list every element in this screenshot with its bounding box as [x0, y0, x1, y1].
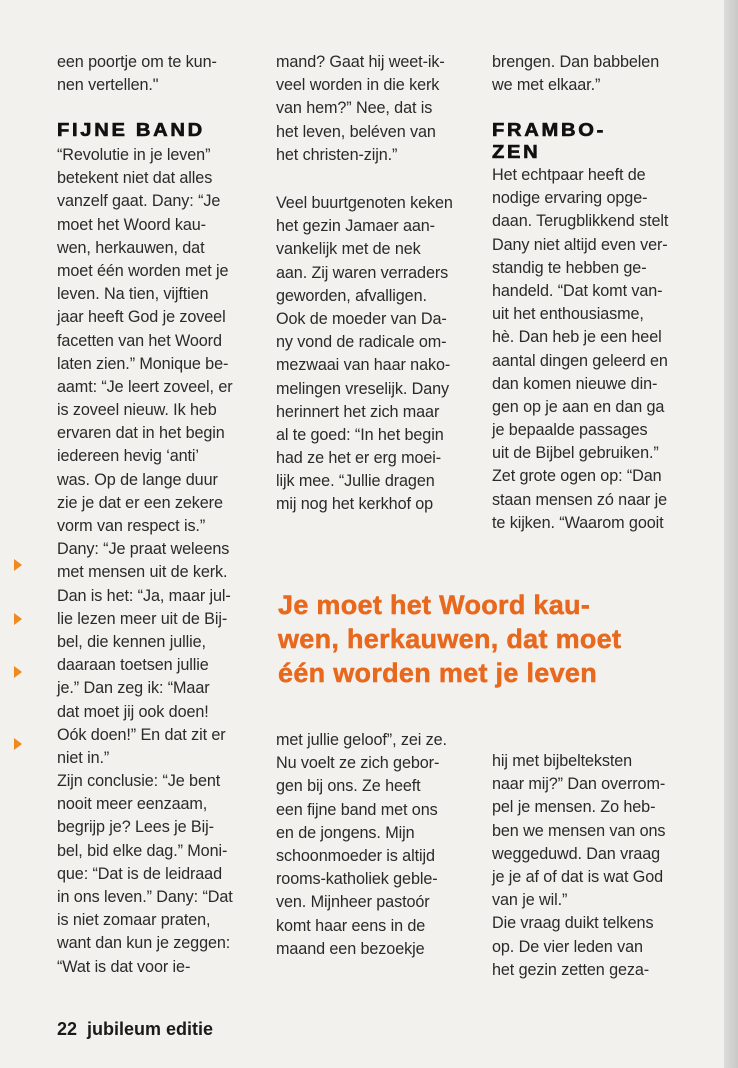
- text-line: handeld. “Dat komt van-: [492, 281, 663, 300]
- text-line: op. De vier leden van: [492, 937, 643, 956]
- text-line: daan. Terugblikkend stelt: [492, 212, 669, 231]
- text-line: melingen vreselijk. Dany: [276, 379, 450, 398]
- text-line: vankelijk met de nek: [276, 240, 421, 259]
- arrow-marker-icon: [14, 666, 22, 678]
- column-2-bottom: [276, 729, 491, 961]
- text-line: herinnert het zich maar: [276, 402, 440, 421]
- column-2-top: [276, 51, 491, 167]
- text-line: het christen-zijn.”: [276, 145, 398, 164]
- text-line: facetten van het Woord: [57, 331, 222, 350]
- text-line: want dan kun je zeggen:: [57, 934, 231, 953]
- text-line: veel worden in die kerk: [276, 76, 440, 95]
- subheading-line: FRAMBO-: [492, 120, 607, 140]
- text-line: gen op je aan en dan ga: [492, 397, 665, 416]
- text-line: een fijne band met ons: [276, 800, 438, 819]
- text-line: que: “Dat is de leidraad: [57, 864, 222, 883]
- text-line: Zet grote ogen op: “Dan: [492, 467, 662, 486]
- text-line: Ook de moeder van Da-: [276, 309, 447, 328]
- text-line: Die vraag duikt telkens: [492, 914, 654, 933]
- text-line: is zoveel nieuw. Ik heb: [57, 401, 217, 420]
- text-line: van hem?” Nee, dat is: [276, 99, 433, 118]
- text-line: aantal dingen geleerd en: [492, 351, 668, 370]
- text-line: betekent niet dat alles: [57, 169, 213, 188]
- text-line: Het echtpaar heeft de: [492, 166, 646, 184]
- text-line: van je wil.”: [492, 891, 568, 910]
- text-line: Veel buurtgenoten keken: [276, 194, 453, 212]
- text-line: begrijp je? Lees je Bij-: [57, 818, 214, 837]
- column-3-bottom: [492, 750, 707, 982]
- column-2-paragraph: [276, 192, 491, 517]
- text-line: wen, herkauwen, dat: [57, 238, 205, 257]
- text-line: gen bij ons. Ze heeft: [276, 777, 421, 796]
- text-line: mand? Gaat hij weet-ik-: [276, 53, 445, 71]
- text-line: we met elkaar.”: [492, 76, 601, 95]
- text-line: ervaren dat in het begin: [57, 424, 225, 443]
- text-line: ven. Mijnheer pastoór: [276, 893, 430, 912]
- text-line: pel je mensen. Zo heb-: [492, 798, 656, 817]
- text-line: Zijn conclusie: “Je bent: [57, 772, 221, 791]
- text-line: dan komen nieuwe din-: [492, 374, 658, 393]
- pull-quote-line: Je moet het Woord kau-: [278, 590, 591, 620]
- text-line: jaar heeft God je zoveel: [57, 308, 226, 327]
- text-line: uit het enthousiasme,: [492, 305, 644, 324]
- text-line: al te goed: “In het begin: [276, 425, 444, 444]
- text-line: ben we mensen van ons: [492, 821, 666, 840]
- text-line: Dany niet altijd even ver-: [492, 235, 668, 254]
- text-line: vorm van respect is.”: [57, 517, 206, 535]
- text-line: nen vertellen.": [57, 76, 159, 95]
- text-line: laten zien.” Monique be-: [57, 354, 229, 373]
- text-line: met mensen uit de kerk.: [57, 563, 228, 582]
- column-1: [57, 51, 272, 97]
- text-line: nooit meer eenzaam,: [57, 795, 208, 814]
- text-line: het gezin zetten geza-: [492, 960, 650, 979]
- text-line: aamt: “Je leert zoveel, er: [57, 377, 233, 396]
- column-1-body: [57, 144, 272, 979]
- text-line: dat moet jij ook doen!: [57, 702, 209, 721]
- text-line: geworden, afvalligen.: [276, 286, 427, 305]
- text-line: was. Op de lange duur: [57, 470, 218, 489]
- text-line: brengen. Dan babbelen: [492, 53, 660, 71]
- text-line: Nu voelt ze zich gebor-: [276, 754, 440, 773]
- arrow-marker-icon: [14, 738, 22, 750]
- text-line: ny vond de radicale om-: [276, 333, 447, 352]
- text-line: een poortje om te kun-: [57, 53, 217, 71]
- text-line: komt haar eens in de: [276, 916, 426, 935]
- text-line: je bepaalde passages: [492, 421, 648, 440]
- text-line: bel, die kennen jullie,: [57, 632, 206, 651]
- text-line: lie lezen meer uit de Bij-: [57, 609, 228, 628]
- text-line: moet het Woord kau-: [57, 215, 206, 234]
- arrow-marker-icon: [14, 613, 22, 625]
- text-line: je.” Dan zeg ik: “Maar: [57, 679, 210, 698]
- text-line: je je af of dat is wat God: [492, 867, 664, 886]
- text-line: is niet zomaar praten,: [57, 911, 211, 930]
- text-line: leven. Na tien, vijftien: [57, 285, 209, 304]
- text-line: hè. Dan heb je een heel: [492, 328, 662, 347]
- text-line: zie je dat er een zekere: [57, 493, 223, 512]
- column-3-body: [492, 164, 707, 535]
- text-line: lijk mee. “Jullie dragen: [276, 472, 435, 491]
- text-line: in ons leven.” Dany: “Dat: [57, 888, 233, 906]
- text-line: standig te hebben ge-: [492, 258, 647, 277]
- text-line: nodige ervaring opge-: [492, 189, 648, 208]
- text-line: mij nog het kerkhof op: [276, 495, 434, 514]
- text-line: moet één worden met je: [57, 261, 229, 280]
- text-line: weggeduwd. Dan vraag: [492, 844, 661, 863]
- text-line: schoonmoeder is altijd: [276, 846, 435, 865]
- pull-quote-line: wen, herkauwen, dat moet: [278, 624, 622, 654]
- text-line: Dany: “Je praat weleens: [57, 540, 230, 559]
- text-line: aan. Zij waren verraders: [276, 263, 449, 282]
- column-3-top: [492, 51, 707, 97]
- subheading-frambozen: [492, 119, 707, 163]
- text-line: niet in.”: [57, 748, 110, 767]
- text-line: uit de Bijbel gebruiken.”: [492, 444, 659, 463]
- text-line: “Wat is dat voor ie-: [57, 957, 191, 976]
- text-line: naar mij?” Dan overrom-: [492, 775, 666, 794]
- text-line: staan mensen zó naar je: [492, 490, 667, 509]
- text-line: te kijken. “Waarom gooit: [492, 513, 664, 532]
- text-line: mezwaai van haar nako-: [276, 356, 451, 375]
- pull-quote-line: één worden met je leven: [278, 658, 598, 688]
- page-footer: 22 jubileum editie: [57, 1019, 214, 1039]
- text-line: en de jongens. Mijn: [276, 823, 415, 842]
- subheading-fijne-band: FIJNE BAND: [57, 120, 205, 140]
- text-line: Dan is het: “Ja, maar jul-: [57, 586, 231, 605]
- text-line: iedereen hevig ‘anti’: [57, 447, 199, 466]
- text-line: maand een bezoekje: [276, 939, 425, 958]
- text-line: daaraan toetsen jullie: [57, 656, 209, 675]
- text-line: hij met bijbelteksten: [492, 752, 633, 770]
- pull-quote: [278, 588, 621, 690]
- text-line: vanzelf gaat. Dany: “Je: [57, 192, 221, 211]
- text-line: had ze het er erg moei-: [276, 449, 442, 468]
- text-line: met jullie geloof”, zei ze.: [276, 731, 447, 749]
- subheading-line: ZEN: [492, 142, 541, 162]
- arrow-marker-icon: [14, 559, 22, 571]
- text-line: bel, bid elke dag.” Moni-: [57, 841, 228, 860]
- text-line: Oók doen!” En dat zit er: [57, 725, 226, 744]
- text-line: het gezin Jamaer aan-: [276, 217, 435, 236]
- text-line: het leven, beléven van: [276, 122, 436, 141]
- text-line: rooms-katholiek geble-: [276, 870, 438, 889]
- text-line: “Revolutie in je leven”: [57, 146, 211, 164]
